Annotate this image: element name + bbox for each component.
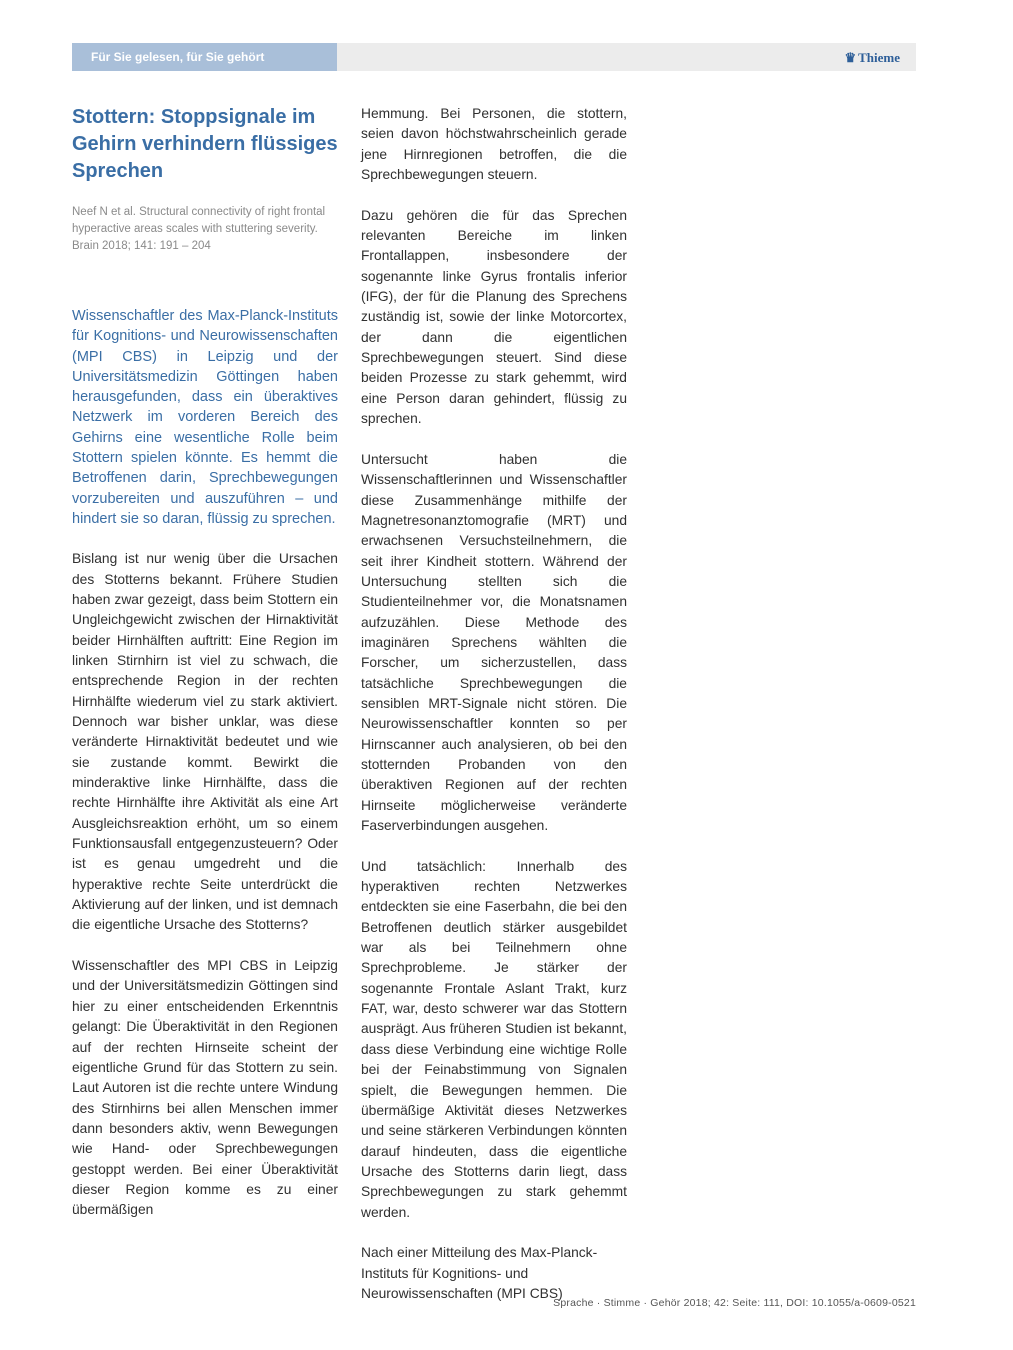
thieme-logo-icon: ♛ <box>844 50 857 65</box>
brand-logo[interactable] <box>844 43 900 71</box>
article-reference: Neef N et al. Structural connectivity of right frontal hyperactive areas scales with stuttering severity. Brain 2018; 141: 191 – 204 <box>72 206 326 252</box>
right-column <box>361 104 627 1304</box>
header-bar <box>72 43 916 71</box>
body-paragraph: Bislang ist nur wenig über die Ursachen des Stotterns bekannt. Frühere Studien haben zwar gezeigt, dass beim Stottern ein Ungleichgewicht zwischen der Hirnaktivität beider Hirnhälften auftritt: Eine Region im linken Stirnhirn ist viel zu schwach, die entsprechende Region in der rechten Hirnhälfte wiederum viel zu stark aktiviert. Dennoch war bisher unklar, was diese veränderte Hirnaktivität bedeutet und wie sie zustande kommt. Bewirkt die minderaktive linke Hirnhälfte, dass die rechte Hirnhälfte ihre Aktivität als eine Art Ausgleichsreaktion erhöht, um so einem Funktionsausfall entgegenzusteuern? Oder ist es genau umgedreht und die hyperaktive rechte Seite unterdrückt die Aktivierung auf der linken, und ist demnach die eigentliche Ursache des Stotterns? <box>72 551 338 933</box>
footer-citation: Sprache · Stimme · Gehör 2018; 42: Seite: 111, DOI: 10.1055/a-0609-0521 <box>553 1297 916 1309</box>
body-paragraph: Und tatsächlich: Innerhalb des hyperaktiven rechten Netzwerkes entdeckten sie eine Faserbahn, die bei den Betroffenen deutlich stärker ausgebildet war als bei Teilnehmern ohne Sprechprobleme. Je stärker der sogenannte Frontale Aslant Trakt, kurz FAT, war, desto schwerer war das Stottern ausprägt. Aus früheren Studien ist bekannt, dass diese Verbindung eine wichtige Rolle bei der Feinabstimmung von Signalen spielt, die Bewegungen hemmen. Die übermäßige Aktivität dieses Netzwerkes und seine stärkeren Verbindungen könnten darauf hindeuten, dass die eigentliche Ursache des Stotterns darin liegt, dass Sprechbewegungen zu stark gehemmt werden. <box>361 858 627 1220</box>
section-label: Für Sie gelesen, für Sie gehört <box>72 43 337 71</box>
body-paragraph: Untersucht haben die Wissenschaftlerinnen und Wissenschaftler diese Zusammenhänge mithilfe der Magnetresonanztomografie (MRT) und erwachsenen Versuchsteilnehmern, die seit ihrer Kindheit stottern. Während der Untersuchung stellten sich die Studienteilnehmer vor, die Monatsnamen aufzuzählen. Diese Methode des imaginären Sprechens wählten die Forscher, um sicherzustellen, dass tatsächliche Sprechbewegungen die sensiblen MRT-Signale nicht stören. Die Neurowissenschaftler konnten so per Hirnscanner auch analysieren, ob bei den stotternden Probanden von den überaktiven Regionen auf der rechten Hirnseite möglicherweise veränderte Faserverbindungen ausgehen. <box>361 451 627 834</box>
body-paragraph: Wissenschaftler des MPI CBS in Leipzig und der Universitätsmedizin Göttingen sind hier zu einer entscheidenden Erkenntnis gelangt: Die Überaktivität in den Regionen auf der rechten Hirnseite scheint der eigentliche Grund für das Stottern zu sein. Laut Autoren ist die rechte untere Windung des Stirnhirns bei allen Menschen immer dann besonders aktiv, wenn Bewegungen wie Hand- oder Sprechbewegungen gestoppt werden. Bei einer Überaktivität dieser Region komme es zu einer übermäßigen <box>72 958 338 1218</box>
source-line: Neurowissenschaften (MPI CBS) <box>361 1285 563 1301</box>
source-note <box>361 1243 627 1304</box>
source-line: Nach einer Mitteilung des Max-Planck- <box>361 1245 598 1261</box>
brand-name: Thieme <box>858 50 900 65</box>
article-abstract: Wissenschaftler des Max-Planck-Instituts für Kognitions- und Neurowissenschaften (MPI CBS) in Leipzig und der Universitätsmedizin Göttingen haben herausgefunden, dass ein überaktives Netzwerk im vorderen Bereich des Gehirns eine wesentliche Rolle beim Stottern spielen könnte. Es hemmt die Betroffenen darin, Sprechbewegungen vorzubereiten und auszuführen – und hindert sie so daran, flüssig zu sprechen. <box>72 308 338 527</box>
body-paragraph: Hemmung. Bei Personen, die stottern, seien davon höchstwahrscheinlich gerade jene Hirnregionen betroffen, die die Sprechbewegungen steuern. <box>361 106 627 183</box>
left-column <box>72 104 338 1221</box>
source-line: Instituts für Kognitions- und <box>361 1265 529 1281</box>
body-paragraph: Dazu gehören die für das Sprechen relevanten Bereiche im linken Frontallappen, insbesondere der sogenannte linke Gyrus frontalis inferior (IFG), der für die Planung des Sprechens zuständig ist, sowie der linke Motorcortex, der dann die eigentlichen Sprechbewegungen steuert. Sind diese beiden Prozesse zu stark gehemmt, wird eine Person daran gehindert, flüssig zu sprechen. <box>361 207 627 427</box>
article-title: Stottern: Stoppsignale im Gehirn verhindern flüssiges Sprechen <box>72 106 338 182</box>
